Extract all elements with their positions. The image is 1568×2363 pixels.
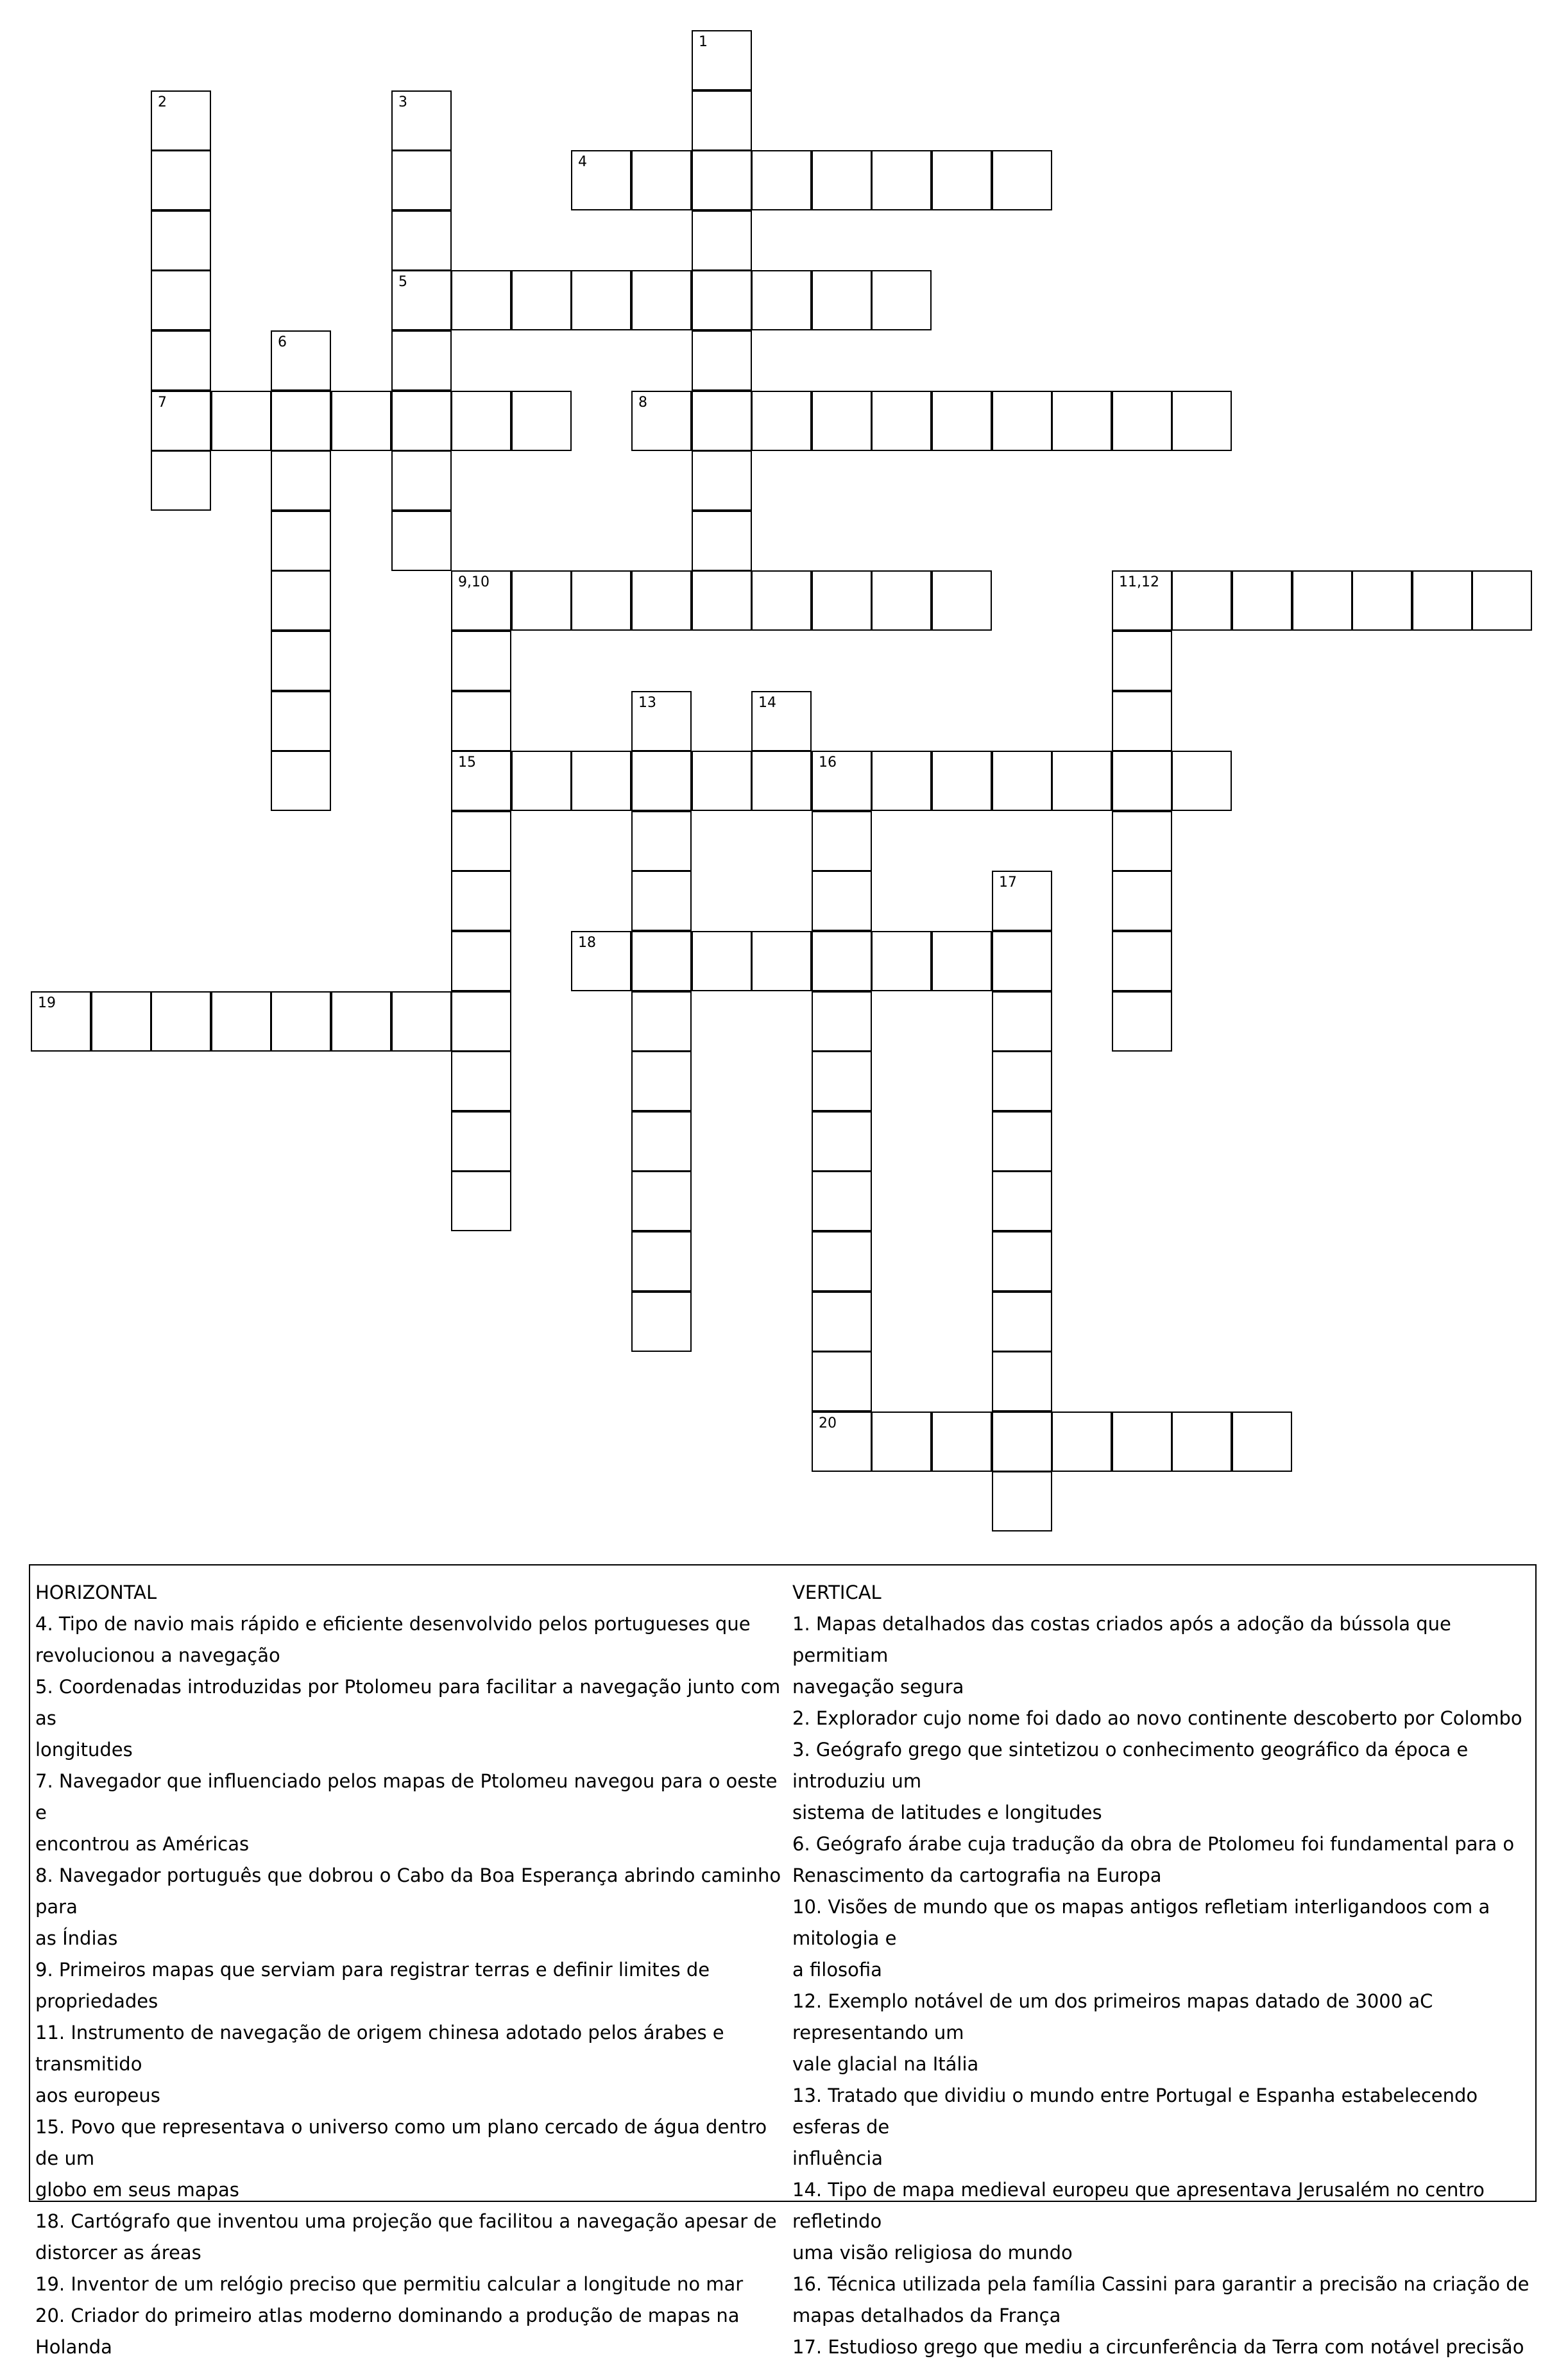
grid-cell[interactable] [1112,570,1172,631]
grid-cell[interactable] [1112,871,1172,931]
clue-number: 9,10 [458,574,490,590]
grid-cell[interactable] [571,570,631,631]
grid-cell[interactable] [871,1412,932,1472]
clue-line: 1. Mapas detalhados das costas criados após a adoção da bússola que permitiam [792,1613,1451,1666]
grid-cell[interactable] [692,511,752,571]
grid-cell[interactable] [992,751,1052,811]
grid-cell[interactable] [812,270,872,330]
grid-cell[interactable] [692,450,752,511]
grid-cell[interactable] [151,270,211,330]
grid-cell[interactable] [331,391,391,451]
grid-cell[interactable] [391,210,452,271]
grid-cell[interactable] [992,391,1052,451]
grid-cell[interactable] [812,991,872,1052]
grid-cell[interactable] [451,1051,511,1111]
grid-cell[interactable] [992,150,1052,210]
clue-line: a filosofia [792,1959,882,1981]
clue-line: 17. Estudioso grego que mediu a circunferência da Terra com notável precisão [792,2336,1524,2358]
grid-cell[interactable] [631,1171,692,1231]
grid-cell[interactable] [1112,751,1172,811]
grid-cell[interactable] [1112,991,1172,1052]
grid-cell[interactable] [751,270,812,330]
down-heading: VERTICAL [792,1582,882,1603]
clue-line: aos europeus [35,2085,160,2106]
grid-cell[interactable] [451,1171,511,1231]
grid-cell[interactable] [871,931,932,991]
down-clues [792,1577,1530,2363]
grid-cell[interactable] [151,210,211,271]
clue-line: uma visão religiosa do mundo [792,2242,1073,2264]
grid-cell[interactable] [631,691,692,751]
grid-cell[interactable] [692,330,752,391]
grid-cell[interactable] [1172,1412,1232,1472]
grid-cell[interactable] [692,270,752,330]
clue-line: 15. Povo que representava o universo como um plano cercado de água dentro de um [35,2116,767,2169]
grid-cell[interactable] [391,270,452,330]
grid-cell[interactable] [1292,570,1352,631]
grid-cell[interactable] [1112,391,1172,451]
across-clues [35,1577,789,2363]
grid-cell[interactable] [631,991,692,1052]
grid-cell[interactable] [331,991,391,1052]
grid-cell[interactable] [391,90,452,151]
grid-cell[interactable] [511,391,572,451]
clue-line: distorcer as áreas [35,2242,201,2264]
grid-cell[interactable] [511,751,572,811]
grid-cell[interactable] [631,871,692,931]
grid-cell[interactable] [932,751,992,811]
grid-cell[interactable] [992,1292,1052,1352]
grid-cell[interactable] [1052,1412,1112,1472]
grid-cell[interactable] [871,570,932,631]
grid-cell[interactable] [271,570,331,631]
grid-cell[interactable] [812,1171,872,1231]
grid-cell[interactable] [631,270,692,330]
grid-cell[interactable] [451,991,511,1052]
grid-cell[interactable] [992,1471,1052,1531]
grid-cell[interactable] [1232,570,1292,631]
clue-line: 11. Instrumento de navegação de origem chinesa adotado pelos árabes e transmitido [35,2022,724,2075]
grid-cell[interactable] [692,570,752,631]
clue-number: 20 [819,1415,837,1431]
clue-line: 3. Geógrafo grego que sintetizou o conhecimento geográfico da época e introduziu um [792,1739,1469,1792]
grid-cell[interactable] [932,391,992,451]
grid-cell[interactable] [271,511,331,571]
grid-cell[interactable] [631,570,692,631]
grid-cell[interactable] [391,991,452,1052]
clue-line: 16. Técnica utilizada pela família Cassini para garantir a precisão na criação de [792,2273,1530,2295]
grid-cell[interactable] [451,931,511,991]
grid-cell[interactable] [812,1051,872,1111]
clue-line: 7. Navegador que influenciado pelos mapas de Ptolomeu navegou para o oeste e [35,1770,778,1823]
grid-cell[interactable] [992,1051,1052,1111]
grid-cell[interactable] [692,90,752,151]
grid-cell[interactable] [812,871,872,931]
clue-line: encontrou as Américas [35,1833,250,1855]
grid-cell[interactable] [571,270,631,330]
grid-cell[interactable] [571,150,631,210]
grid-cell[interactable] [151,450,211,511]
grid-cell[interactable] [692,391,752,451]
grid-cell[interactable] [812,1292,872,1352]
grid-cell[interactable] [451,391,511,451]
clue-line: influência [792,2147,883,2169]
clue-line: Renascimento da cartografia na Europa [792,1864,1162,1886]
grid-cell[interactable] [211,991,271,1052]
grid-cell[interactable] [692,931,752,991]
clue-number: 5 [398,274,407,290]
grid-cell[interactable] [631,391,692,451]
grid-cell[interactable] [1412,570,1472,631]
grid-cell[interactable] [1352,570,1412,631]
grid-cell[interactable] [571,931,631,991]
clue-number: 1 [699,34,708,50]
clue-line: 5. Coordenadas introduzidas por Ptolomeu para facilitar a navegação junto com as [35,1676,781,1729]
clue-number: 2 [158,94,167,110]
grid-cell[interactable] [1232,1412,1292,1472]
clue-line: sistema de latitudes e longitudes [792,1802,1102,1823]
grid-cell[interactable] [812,1111,872,1172]
clue-line: globo em seus mapas [35,2179,239,2201]
grid-cell[interactable] [631,1111,692,1172]
grid-cell[interactable] [451,631,511,691]
across-heading: HORIZONTAL [35,1582,157,1603]
grid-cell[interactable] [1112,811,1172,871]
grid-cell[interactable] [631,811,692,871]
clue-number: 14 [758,695,776,711]
clue-number: 8 [638,395,647,411]
grid-cell[interactable] [692,751,752,811]
grid-cell[interactable] [751,691,812,751]
grid-cell[interactable] [151,330,211,391]
grid-cell[interactable] [992,1351,1052,1412]
grid-cell[interactable] [271,691,331,751]
clue-number: 3 [398,94,407,110]
grid-cell[interactable] [271,391,331,451]
grid-cell[interactable] [391,511,452,571]
clue-line: mapas detalhados da França [792,2305,1061,2326]
grid-cell[interactable] [91,991,151,1052]
grid-cell[interactable] [932,150,992,210]
grid-cell[interactable] [451,691,511,751]
clue-line: 4. Tipo de navio mais rápido e eficiente desenvolvido pelos portugueses que [35,1613,751,1635]
clue-number: 4 [578,154,587,170]
clue-line: 8. Navegador português que dobrou o Cabo da Boa Esperança abrindo caminho para [35,1864,781,1918]
grid-cell[interactable] [1052,751,1112,811]
grid-cell[interactable] [451,570,511,631]
clue-line: revolucionou a navegação [35,1644,280,1666]
grid-cell[interactable] [271,330,331,391]
grid-cell[interactable] [812,570,872,631]
clue-line: 6. Geógrafo árabe cuja tradução da obra de Ptolomeu foi fundamental para o [792,1833,1515,1855]
grid-cell[interactable] [812,811,872,871]
grid-cell[interactable] [992,871,1052,931]
grid-cell[interactable] [692,30,752,90]
clues-box [29,1564,1537,2358]
clue-line: 9. Primeiros mapas que serviam para registrar terras e definir limites de propriedades [35,1959,710,2012]
grid-cell[interactable] [151,90,211,151]
clue-number: 15 [458,755,476,771]
grid-cell[interactable] [1172,751,1232,811]
clue-line: longitudes [35,1739,133,1761]
clue-line: 10. Visões de mundo que os mapas antigos refletiam interligandoos com a mitologia e [792,1896,1490,1949]
grid-cell[interactable] [992,1231,1052,1292]
grid-cell[interactable] [992,991,1052,1052]
grid-cell[interactable] [271,631,331,691]
clue-number: 6 [278,334,287,350]
grid-cell[interactable] [31,991,91,1052]
grid-cell[interactable] [1052,391,1112,451]
clue-number: 19 [38,995,56,1011]
grid-cell[interactable] [871,270,932,330]
grid-cell[interactable] [751,931,812,991]
grid-cell[interactable] [751,570,812,631]
grid-cell[interactable] [391,391,452,451]
grid-cell[interactable] [812,1412,872,1472]
grid-cell[interactable] [451,751,511,811]
grid-cell[interactable] [271,991,331,1052]
grid-cell[interactable] [812,931,872,991]
grid-cell[interactable] [812,1351,872,1412]
grid-cell[interactable] [631,1292,692,1352]
grid-cell[interactable] [812,150,872,210]
grid-cell[interactable] [812,1231,872,1292]
clue-line: 2. Explorador cujo nome foi dado ao novo continente descoberto por Colombo [792,1707,1522,1729]
grid-cell[interactable] [812,751,872,811]
clue-line: as Índias [35,1927,118,1949]
grid-cell[interactable] [451,1111,511,1172]
grid-cell[interactable] [511,570,572,631]
clue-line: vale glacial na Itália [792,2053,979,2075]
clue-line: 20. Criador do primeiro atlas moderno dominando a produção de mapas na Holanda [35,2305,740,2358]
grid-cell[interactable] [992,1171,1052,1231]
grid-cell[interactable] [692,150,752,210]
grid-cell[interactable] [151,391,211,451]
grid-cell[interactable] [992,1111,1052,1172]
clue-line: 13. Tratado que dividiu o mundo entre Portugal e Espanha estabelecendo esferas de [792,2085,1478,2138]
grid-cell[interactable] [932,1412,992,1472]
clue-line: navegação segura [792,1676,964,1698]
clue-number: 7 [158,395,167,411]
grid-cell[interactable] [271,450,331,511]
clue-line: 12. Exemplo notável de um dos primeiros mapas datado de 3000 aC representando um [792,1990,1433,2043]
grid-cell[interactable] [812,391,872,451]
grid-cell[interactable] [692,210,752,271]
grid-cell[interactable] [1112,1412,1172,1472]
grid-cell[interactable] [1112,691,1172,751]
grid-cell[interactable] [932,931,992,991]
grid-cell[interactable] [871,391,932,451]
grid-cell[interactable] [511,270,572,330]
clue-number: 18 [578,935,596,951]
clue-number: 17 [999,874,1017,891]
grid-cell[interactable] [571,751,631,811]
grid-cell[interactable] [932,570,992,631]
grid-cell[interactable] [751,150,812,210]
grid-cell[interactable] [391,330,452,391]
grid-cell[interactable] [1472,570,1532,631]
grid-cell[interactable] [391,450,452,511]
clue-line: 14. Tipo de mapa medieval europeu que apresentava Jerusalém no centro refletindo [792,2179,1485,2232]
clue-number: 16 [819,755,837,771]
grid-cell[interactable] [631,1231,692,1292]
grid-cell[interactable] [631,931,692,991]
grid-cell[interactable] [631,1051,692,1111]
grid-cell[interactable] [451,270,511,330]
grid-cell[interactable] [751,751,812,811]
grid-cell[interactable] [451,871,511,931]
grid-cell[interactable] [211,391,271,451]
grid-cell[interactable] [631,150,692,210]
clue-number: 13 [638,695,656,711]
grid-cell[interactable] [992,931,1052,991]
grid-cell[interactable] [1112,631,1172,691]
grid-cell[interactable] [1172,570,1232,631]
grid-cell[interactable] [451,811,511,871]
grid-cell[interactable] [1112,931,1172,991]
grid-cell[interactable] [871,150,932,210]
grid-cell[interactable] [1172,391,1232,451]
grid-cell[interactable] [871,751,932,811]
clue-line: 19. Inventor de um relógio preciso que permitiu calcular a longitude no mar [35,2273,744,2295]
grid-cell[interactable] [151,991,211,1052]
grid-cell[interactable] [391,150,452,210]
grid-cell[interactable] [151,150,211,210]
clue-line: 18. Cartógrafo que inventou uma projeção que facilitou a navegação apesar de [35,2210,777,2232]
grid-cell[interactable] [271,751,331,811]
grid-cell[interactable] [751,391,812,451]
clue-number: 11,12 [1119,574,1159,590]
grid-cell[interactable] [631,751,692,811]
grid-cell[interactable] [992,1412,1052,1472]
